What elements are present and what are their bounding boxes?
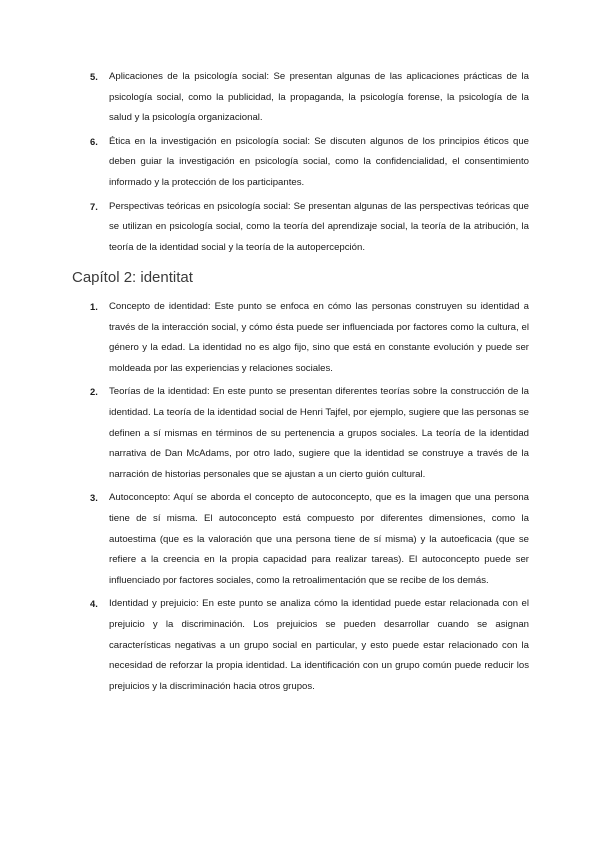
- list-item-text: Ética en la investigación en psicología social: Se discuten algunos de los principios éticos que deben guiar la investigación en psicología social, como la confidencialidad, el consentimiento informado y la protección de los participantes.: [109, 135, 529, 188]
- list-item-text: Perspectivas teóricas en psicología social: Se presentan algunas de las perspectivas teóricas que se utilizan en psicología social, como la teoría del aprendizaje social, la teoría de la atribución, la teoría de la identidad social y la teoría de la autopercepción.: [109, 200, 529, 253]
- list-item-number: 5.: [90, 71, 98, 82]
- chapter-list: [87, 297, 529, 700]
- list-item: [87, 382, 529, 485]
- list-item-text: Concepto de identidad: Este punto se enfoca en cómo las personas construyen su identidad a través de la interacción social, y cómo ésta puede ser influenciada por factores como la cultura, el género y la edad. La identidad no es algo fijo, sino que está en constante evolución y puede ser moldeada por las experiencias y relaciones sociales.: [109, 301, 529, 374]
- list-item: [87, 297, 529, 379]
- list-item: [87, 197, 529, 259]
- list-item: [87, 488, 529, 591]
- list-item-number: 2.: [90, 386, 98, 398]
- list-item-text: Identidad y prejuicio: En este punto se analiza cómo la identidad puede estar relacionada con el prejuicio y la discriminación. Los prejuicios se pueden desarrollar cuando se asignan características negativas a un grupo social en particular, y esto puede estar relacionado con la necesidad de reforzar la propia identidad. La identificación con un grupo común puede reducir los prejuicios y la discriminación hacia otros grupos.: [109, 598, 529, 692]
- list-item: [87, 594, 529, 697]
- list-item-text: Autoconcepto: Aquí se aborda el concepto de autoconcepto, que es la imagen que una persona tiene de sí misma. El autoconcepto está compuesto por diferentes dimensiones, como la autoestima (que es la valoración que una persona tiene de sí misma) y la autoeficacia (que se refiere a la creencia en la propia capacidad para realizar tareas). El autoconcepto puede ser influenciado por factores sociales, como la retroalimentación que se recibe de los demás.: [109, 492, 529, 586]
- list-item-number: 1.: [90, 301, 98, 312]
- list-item-number: 6.: [90, 135, 98, 147]
- list-item-number: 3.: [90, 492, 98, 504]
- list-item: [87, 132, 529, 194]
- list-item-text: Aplicaciones de la psicología social: Se presentan algunas de las aplicaciones prácticas de la psicología social, como la publicidad, la propaganda, la psicología forense, la psicología de la salud y la psicología organizacional.: [109, 71, 529, 124]
- list-item: [87, 67, 529, 129]
- list-item-number: 7.: [90, 200, 98, 212]
- list-item-number: 4.: [90, 598, 98, 610]
- list-item-text: Teorías de la identidad: En este punto se presentan diferentes teorías sobre la construcción de la identidad. La teoría de la identidad social de Henri Tajfel, por ejemplo, sugiere que las personas se definen a sí mismas en términos de su pertenencia a grupos sociales. La teoría de la identidad narrativa de Dan McAdams, por otro lado, sugiere que la identidad se construye a través de la narración de historias personales que se ajustan a un cierto guión cultural.: [109, 386, 529, 480]
- section-list-continued: [87, 67, 529, 261]
- chapter-heading: Capítol 2: identitat: [72, 269, 193, 286]
